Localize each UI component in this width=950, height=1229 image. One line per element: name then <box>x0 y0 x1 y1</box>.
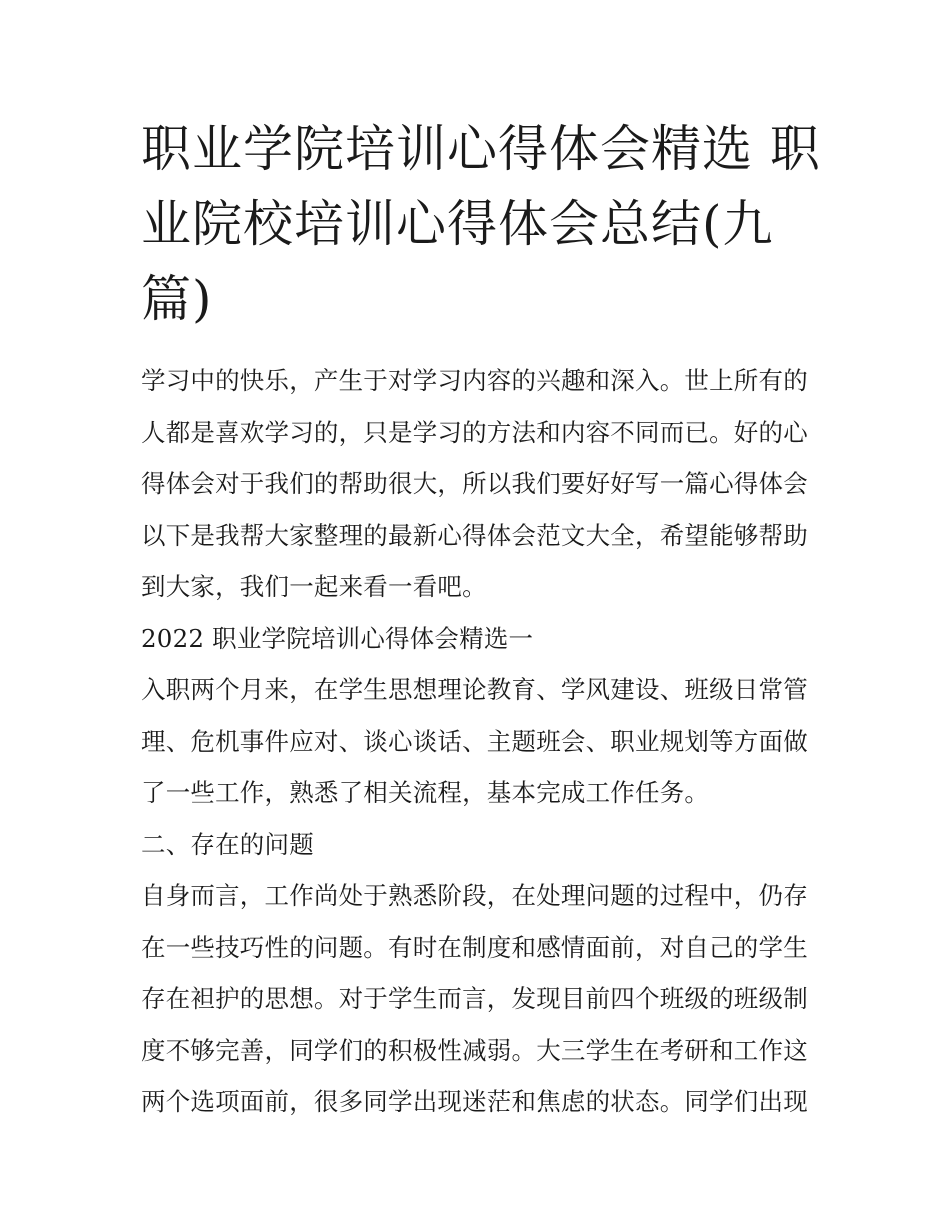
section-heading: 2022 职业学院培训心得体会精选一 <box>141 623 534 653</box>
body-line: 自身而言，工作尚处于熟悉阶段，在处理问题的过程中，仍存 <box>141 881 808 910</box>
body-line: 得体会对于我们的帮助很大，所以我们要好好写一篇心得体会 <box>141 469 808 498</box>
title-line: 职业学院培训心得体会精选 职 <box>141 120 821 178</box>
body-line: 在一些技巧性的问题。有时在制度和感情面前，对自己的学生 <box>141 932 808 962</box>
body-line: 理、危机事件应对、谈心谈话、主题班会、职业规划等方面做 <box>141 726 808 756</box>
title-line: 篇) <box>141 270 213 328</box>
document-title <box>141 112 821 337</box>
body-line: 两个选项面前，很多同学出现迷茫和焦虑的状态。同学们出现 <box>141 1087 808 1116</box>
body-line: 学习中的快乐，产生于对学习内容的兴趣和深入。世上所有的 <box>141 366 808 395</box>
section-heading: 二、存在的问题 <box>141 829 314 859</box>
body-line: 入职两个月来，在学生思想理论教育、学风建设、班级日常管 <box>141 675 808 704</box>
body-line: 了一些工作，熟悉了相关流程，基本完成工作任务。 <box>141 778 710 807</box>
body-line: 存在袒护的思想。对于学生而言，发现目前四个班级的班级制 <box>141 984 808 1013</box>
body-line: 人都是喜欢学习的，只是学习的方法和内容不同而已。好的心 <box>141 417 808 447</box>
body-line: 以下是我帮大家整理的最新心得体会范文大全，希望能够帮助 <box>141 520 808 550</box>
body-line: 度不够完善，同学们的积极性减弱。大三学生在考研和工作这 <box>141 1035 808 1065</box>
document-body <box>141 355 821 1128</box>
body-line: 到大家，我们一起来看一看吧。 <box>141 572 487 601</box>
title-line: 业院校培训心得体会总结(九 <box>141 195 774 253</box>
